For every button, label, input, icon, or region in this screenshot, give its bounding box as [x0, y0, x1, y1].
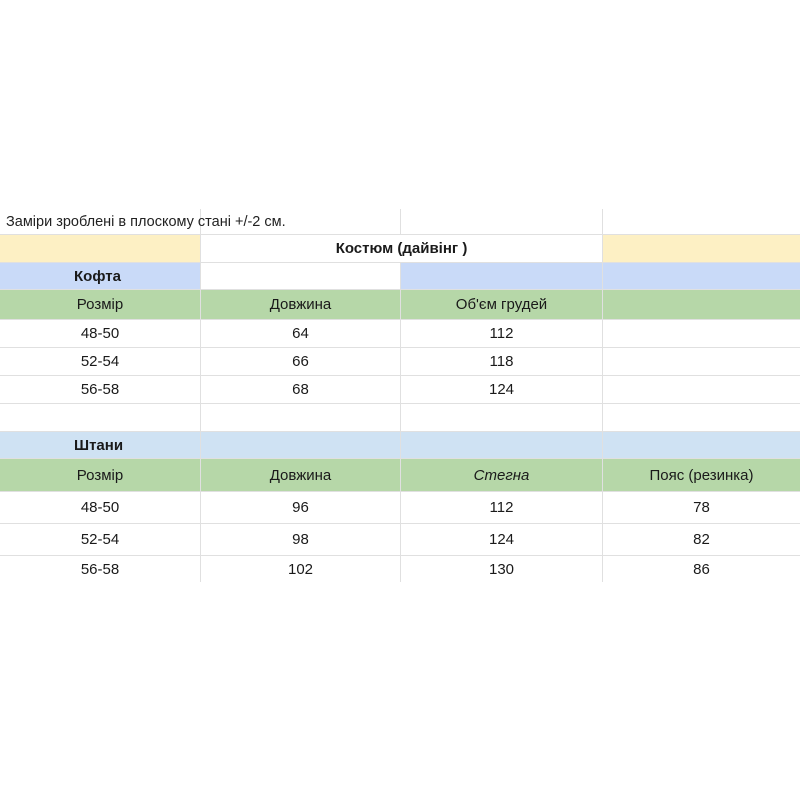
header-cell[interactable]: [603, 459, 800, 491]
table-cell[interactable]: [201, 556, 401, 582]
cell-value: 112: [489, 499, 514, 516]
title-row: [0, 235, 800, 263]
cell[interactable]: [201, 404, 401, 431]
table-cell[interactable]: [603, 320, 800, 347]
cell-value: 118: [489, 353, 514, 370]
table-cell[interactable]: [201, 376, 401, 403]
cell-value: 112: [489, 325, 514, 342]
header-cell[interactable]: [603, 290, 800, 319]
header-cell[interactable]: [201, 459, 401, 491]
table-cell[interactable]: [401, 376, 603, 403]
cell[interactable]: [401, 209, 603, 234]
cell[interactable]: [0, 235, 201, 262]
cell-value: 96: [292, 499, 309, 516]
table-cell[interactable]: [201, 524, 401, 555]
cell-value: 66: [292, 353, 309, 370]
table-cell[interactable]: [0, 376, 201, 403]
table-row: [0, 524, 800, 556]
header-cell[interactable]: [401, 290, 603, 319]
header-cell[interactable]: [201, 290, 401, 319]
table-row: [0, 492, 800, 524]
measurement-note: Заміри зроблені в плоскому стані +/-2 см.: [6, 214, 286, 230]
table-row: [0, 348, 800, 376]
table-cell[interactable]: [401, 348, 603, 375]
table-cell[interactable]: [201, 348, 401, 375]
pants-header-row: [0, 459, 800, 492]
section-title-cell[interactable]: [0, 263, 201, 289]
table-cell[interactable]: [603, 376, 800, 403]
suit-title: Костюм (дайвінг ): [335, 240, 468, 257]
cell[interactable]: [401, 404, 603, 431]
cell[interactable]: [201, 432, 401, 458]
cell[interactable]: [603, 209, 800, 234]
table-row: [0, 376, 800, 404]
note-row: [0, 209, 800, 235]
table-row: [0, 556, 800, 582]
header-length: Довжина: [269, 296, 332, 313]
table-cell[interactable]: [201, 492, 401, 523]
cell-value: 82: [693, 531, 710, 548]
cell-value: 56-58: [80, 560, 120, 578]
header-cell[interactable]: [401, 459, 603, 491]
blank-row: [0, 404, 800, 432]
table-cell[interactable]: [0, 524, 201, 555]
table-cell[interactable]: [401, 320, 603, 347]
cell[interactable]: [0, 404, 201, 431]
header-cell[interactable]: [0, 459, 201, 491]
cell[interactable]: [401, 432, 603, 458]
cell[interactable]: [603, 235, 800, 262]
section-title-cell[interactable]: [0, 432, 201, 458]
header-length: Довжина: [269, 466, 332, 484]
header-size: Розмір: [76, 296, 124, 313]
cell-value: 98: [292, 531, 309, 548]
cell-value: 48-50: [80, 499, 120, 516]
table-cell[interactable]: [0, 492, 201, 523]
table-row: [0, 320, 800, 348]
header-waist: Пояс (резинка): [649, 466, 754, 484]
header-size: Розмір: [76, 466, 124, 484]
pants-section-title: Штани: [74, 436, 124, 454]
header-hips: Стегна: [473, 466, 530, 484]
cell-value: 48-50: [80, 325, 120, 342]
cell[interactable]: [603, 263, 800, 289]
jacket-header-row: [0, 290, 800, 320]
table-cell[interactable]: [201, 320, 401, 347]
cell-value: 102: [287, 560, 314, 578]
cell-value: 124: [488, 381, 515, 398]
header-cell[interactable]: [0, 290, 201, 319]
cell-value: 52-54: [80, 531, 120, 548]
table-cell[interactable]: [401, 556, 603, 582]
cell[interactable]: [603, 404, 800, 431]
size-chart-sheet: [0, 209, 800, 582]
table-cell[interactable]: [0, 348, 201, 375]
cell-value: 68: [292, 381, 309, 398]
cell-value: 56-58: [80, 381, 120, 398]
table-cell[interactable]: [0, 320, 201, 347]
table-cell[interactable]: [401, 524, 603, 555]
cell[interactable]: [201, 263, 401, 289]
table-cell[interactable]: [603, 556, 800, 582]
cell-value: 52-54: [80, 353, 120, 370]
cell-value: 78: [693, 499, 710, 516]
cell[interactable]: [401, 263, 603, 289]
table-cell[interactable]: [0, 556, 201, 582]
header-chest: Об'єм грудей: [455, 296, 548, 313]
cell[interactable]: [603, 432, 800, 458]
cell-value: 86: [693, 560, 710, 578]
table-cell[interactable]: [603, 492, 800, 523]
jacket-section-row: [0, 263, 800, 290]
title-cell[interactable]: [201, 235, 603, 262]
jacket-section-title: Кофта: [74, 267, 121, 285]
table-cell[interactable]: [401, 492, 603, 523]
table-cell[interactable]: [603, 524, 800, 555]
cell-value: 64: [292, 325, 309, 342]
table-cell[interactable]: [603, 348, 800, 375]
pants-section-row: [0, 432, 800, 459]
cell-value: 124: [488, 531, 515, 548]
cell-value: 130: [488, 560, 515, 578]
